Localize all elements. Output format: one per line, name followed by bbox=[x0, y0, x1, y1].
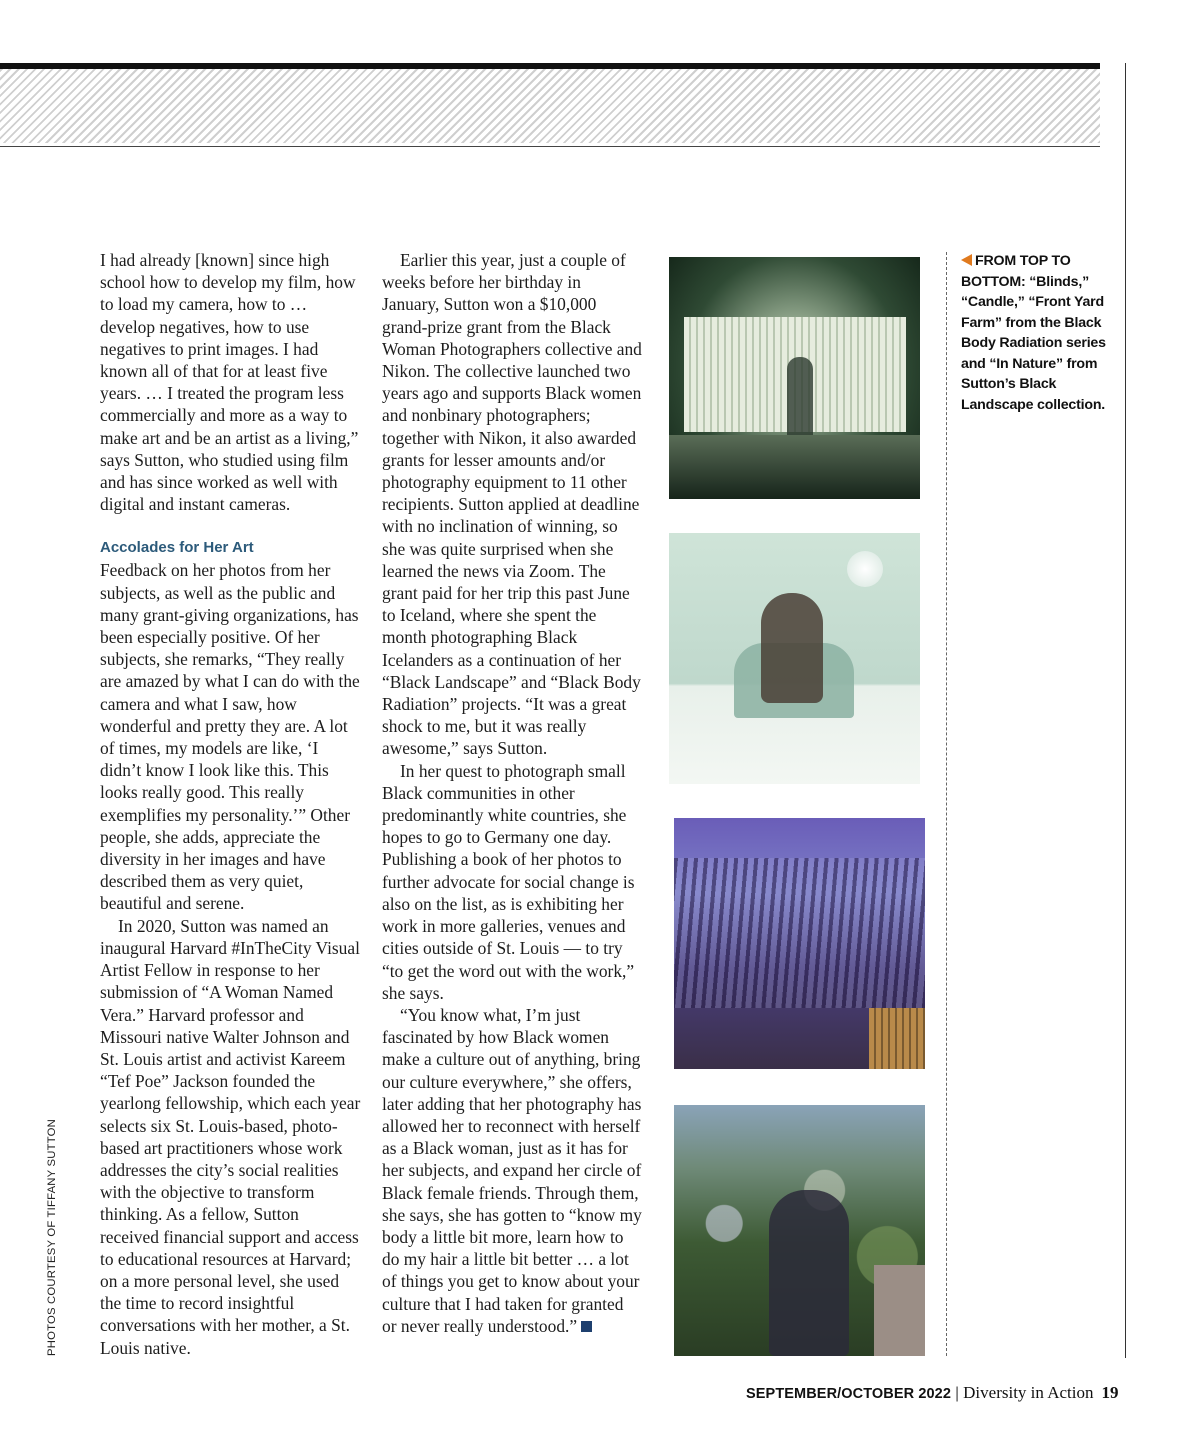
header-bottom-rule bbox=[0, 146, 1100, 147]
column2-paragraph-3 bbox=[382, 1004, 642, 1337]
photo-candle-lamp bbox=[847, 551, 883, 587]
photo-front-yard-farm bbox=[674, 818, 925, 1069]
caption-dashed-separator bbox=[946, 252, 947, 1356]
right-margin-rule bbox=[1125, 63, 1126, 1358]
page-footer bbox=[746, 1383, 1118, 1403]
caption-arrow-icon bbox=[961, 254, 972, 266]
page-number: 19 bbox=[1101, 1383, 1119, 1402]
photo-farm-fence bbox=[869, 1008, 925, 1069]
photo-candle-person bbox=[761, 593, 823, 703]
photo-nature-path bbox=[874, 1265, 925, 1356]
footer-issue: SEPTEMBER/OCTOBER 2022 bbox=[746, 1386, 951, 1402]
caption-text: “Blinds,” “Candle,” “Front Yard Farm” from the Black Body Radiation series and “In Nature” from Sutton’s Black Landscape collection. bbox=[961, 273, 1106, 413]
column1-paragraph-3: In 2020, Sutton was named an inaugural Harvard #InTheCity Visual Artist Fellow in response to her submission of “A Woman Named Vera.” Harvard professor and Missouri native Walter Johnson and St. Louis artist and activist Kareem “Tef Poe” Jackson founded the yearlong fellowship, which each year selects six St. Louis-based, photo-based art practitioners whose work addresses the city’s social realities with the objective to transform thinking. As a fellow, Sutton received financial support and access to educational resources at Harvard; on a more personal level, she used the time to record insightful conversations with her mother, a St. Louis native. bbox=[100, 915, 361, 1358]
photo-credit: PHOTOS COURTESY OF TIFFANY SUTTON bbox=[46, 1119, 58, 1356]
caption-lead: FROM TOP TO BOTTOM: bbox=[961, 253, 1071, 290]
column2-paragraph-1: Earlier this year, just a couple of weeks before her birthday in January, Sutton won a $10,000 grand-prize grant from the Black Woman Photographers collective and Nikon. The collective launched two years ago and supports Black women and nonbinary photographers; together with Nikon, it also awarded grants for lesser amounts and/or photography equipment to 11 other recipients. Sutton applied at deadline with no inclination of winning, so she was quite surprised when she learned the news via Zoom. The grant paid for her trip this past June to Iceland, where she spent the month photographing Black Icelanders as a continuation of her “Black Landscape” and “Black Body Radiation” projects. “It was a great shock to me, but it was really awesome,” says Sutton. bbox=[382, 250, 642, 759]
column1-paragraph-2: Feedback on her photos from her subjects, as well as the public and many grant-giving organizations, has been especially positive. Of her subjects, she remarks, “They really are amazed by what I can do with the camera and what I saw, how wonderful and pretty they are. A lot of times, my models are like, ‘I didn’t know I look like this. This looks really good. This really exemplifies my personality.’” Other people, she adds, appreciate the diversity in her images and have described them as very quiet, beautiful and serene. bbox=[100, 560, 360, 914]
column2-paragraph-2: In her quest to photograph small Black communities in other predominantly white countries, she hopes to go to Germany one day. Publishing a book of her photos to further advocate for social change is also on the list, as is exhibiting her work in more galleries, venues and cities outside of St. Louis — to try “to get the word out with the work,” she says. bbox=[382, 760, 635, 1003]
column2-paragraph-3-text: “You know what, I’m just fascinated by how Black women make a culture out of anything, bring our culture everywhere,” she offers, later adding that her photography has allowed her to reconnect with herself as a Black woman, just as it has for her subjects, and expand her circle of Black female friends. Through them, she says, she has gotten to “know my body a little bit more, learn how to do my hair a little bit better … a lot of things you get to know about your culture that I had taken for granted or never really understood.” bbox=[382, 1004, 642, 1336]
photo-caption bbox=[961, 251, 1121, 415]
photo-candle bbox=[669, 533, 920, 784]
article-column-2 bbox=[382, 249, 642, 1337]
footer-separator: | bbox=[955, 1385, 960, 1402]
header-hatch-band bbox=[0, 69, 1100, 143]
column1-paragraph-1: I had already [known] since high school how to develop my film, how to load my camera, how to … develop negatives, how to use negatives to print images. I had known all of that for at least five years. … I treated the program less commercially and more as a way to make art and be an artist as a living,” says Sutton, who studied using film and has since worked as well with digital and instant cameras. bbox=[100, 250, 359, 515]
article-column-1 bbox=[100, 249, 362, 1359]
footer-magazine-name: Diversity in Action bbox=[963, 1383, 1094, 1402]
photo-nature-person bbox=[769, 1190, 849, 1356]
end-of-article-mark bbox=[581, 1321, 592, 1332]
photo-blinds-floor bbox=[669, 435, 920, 499]
photo-in-nature bbox=[674, 1105, 925, 1356]
photo-blinds bbox=[669, 257, 920, 499]
photo-farm-trees bbox=[674, 858, 925, 1008]
section-subhead: Accolades for Her Art bbox=[100, 539, 254, 557]
